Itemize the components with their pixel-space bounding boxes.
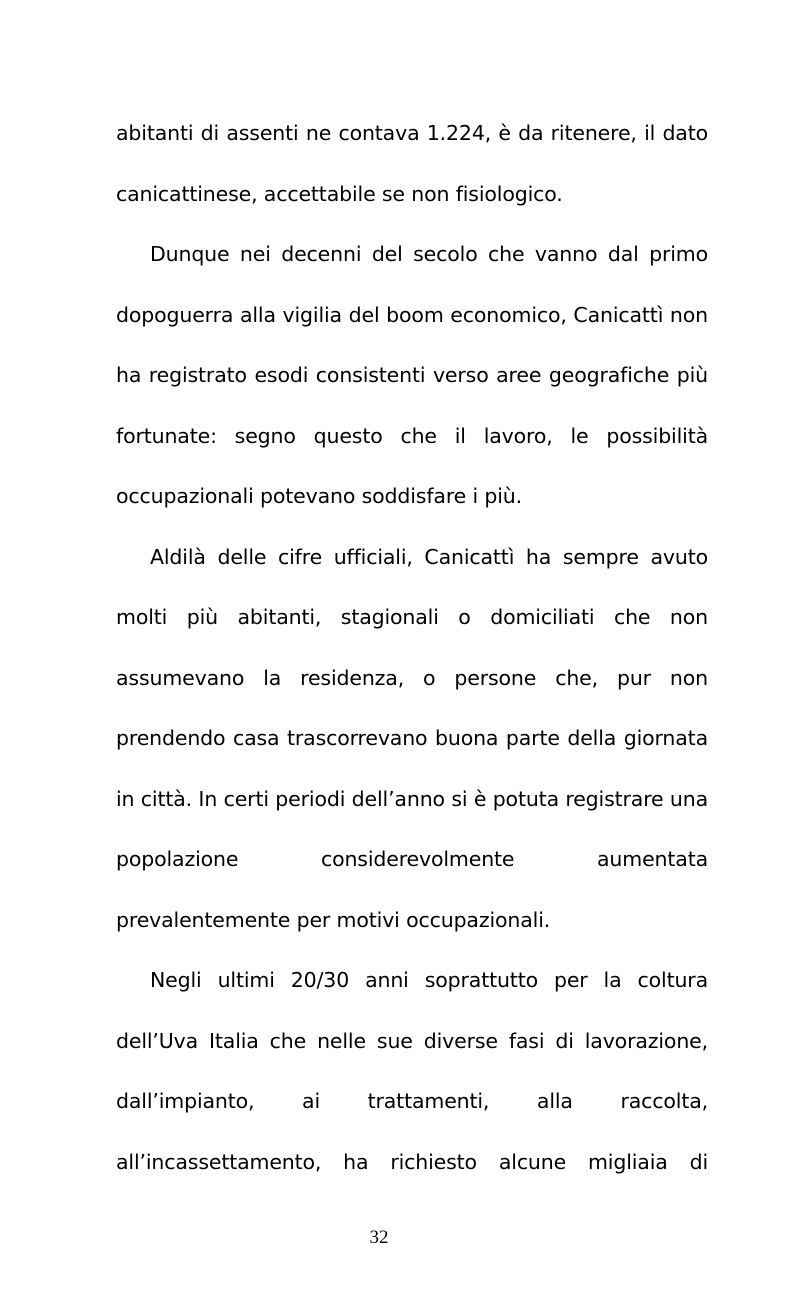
text-line: canicattinese, accettabile se non fisiologico. [116, 181, 563, 206]
text-line: popolazione considerevolmente aumentata [116, 847, 708, 871]
text-line: ha registrato esodi consistenti verso aree geografiche più [116, 363, 708, 387]
page-number: 32 [369, 1227, 389, 1248]
text-line: dopoguerra alla vigilia del boom economico, Canicattì non [116, 302, 708, 327]
text-line: Dunque nei decenni del secolo che vanno dal primo [150, 242, 708, 266]
text-line: all’incassettamento, ha richiesto alcune migliaia di [116, 1149, 708, 1174]
text-line: dell’Uva Italia che nelle sue diverse fasi di lavorazione, [116, 1028, 708, 1053]
body-text [116, 103, 708, 1192]
text-line: occupazionali potevano soddisfare i più. [116, 484, 523, 508]
text-line: prevalentemente per motivi occupazionali. [116, 907, 551, 932]
text-line: prendendo casa trascorrevano buona parte della giornata [116, 726, 708, 750]
text-line: abitanti di assenti ne contava 1.224, è da ritenere, il dato [116, 121, 708, 145]
text-line: fortunate: segno questo che il lavoro, le possibilità [116, 423, 708, 448]
text-line: molti più abitanti, stagionali o domiciliati che non [116, 605, 708, 629]
text-line: Negli ultimi 20/30 anni soprattutto per la coltura [150, 968, 708, 992]
text-line: dall’impianto, ai trattamenti, alla raccolta, [116, 1089, 708, 1113]
text-line: in città. In certi periodi dell’anno si è potuta registrare una [116, 786, 708, 811]
text-line: assumevano la residenza, o persone che, pur non [116, 665, 708, 690]
text-line: Aldilà delle cifre ufficiali, Canicattì ha sempre avuto [150, 544, 708, 569]
